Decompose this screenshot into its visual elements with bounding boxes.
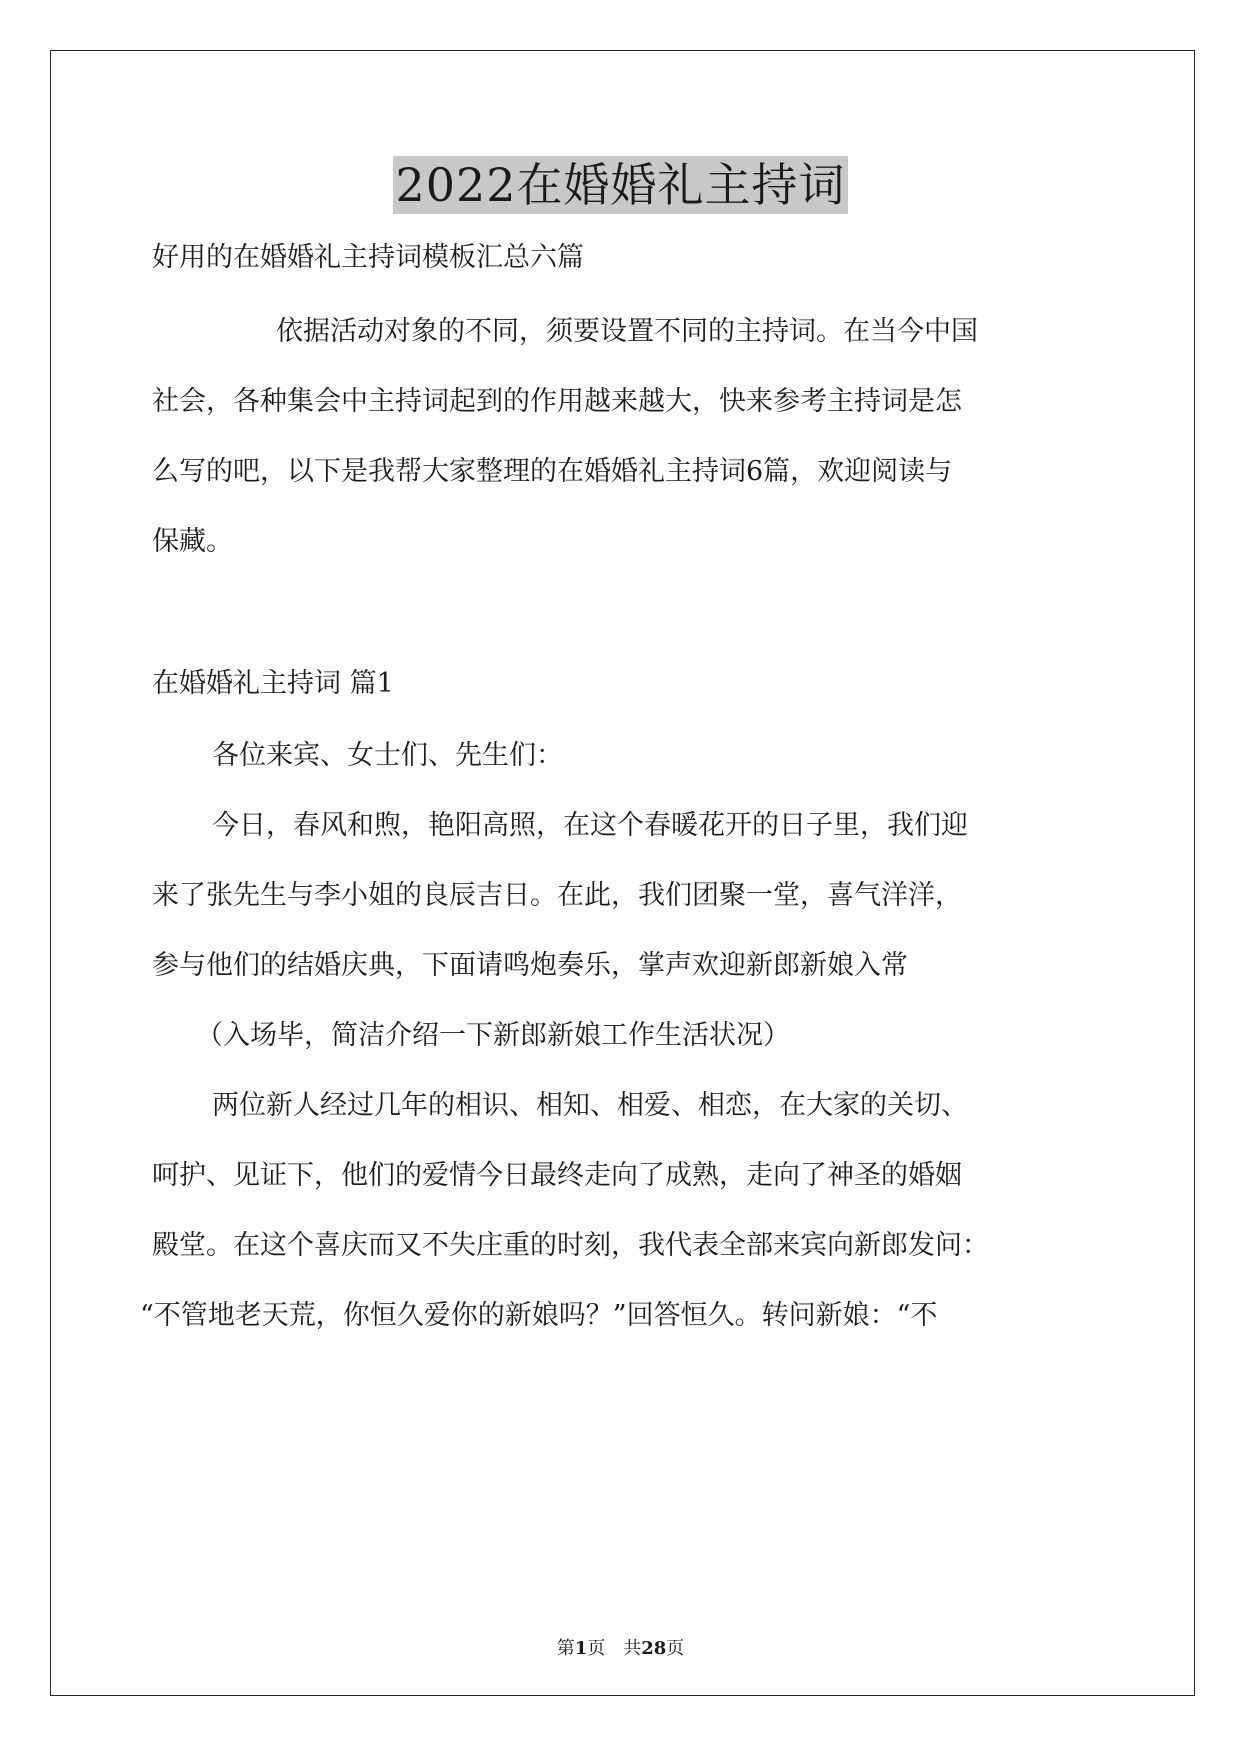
paragraph-line: 两位新人经过几年的相识、相知、相爱、相恋，在大家的关切、 xyxy=(212,1090,968,1121)
document-subtitle: 好用的在婚婚礼主持词模板汇总六篇 xyxy=(152,242,584,273)
paragraph-line: 今日，春风和煦，艳阳高照，在这个春暖花开的日子里，我们迎 xyxy=(212,810,968,841)
intro-line: 社会，各种集会中主持词起到的作用越来越大，快来参考主持词是怎 xyxy=(152,386,962,417)
section-heading: 在婚婚礼主持词 篇1 xyxy=(152,668,394,699)
paragraph-line: 各位来宾、女士们、先生们： xyxy=(212,740,563,771)
page-footer xyxy=(0,1637,1241,1661)
intro-line: 么写的吧，以下是我帮大家整理的在婚婚礼主持词6篇，欢迎阅读与 xyxy=(152,456,953,487)
page-border xyxy=(50,50,1195,1696)
footer-suffix: 页 xyxy=(666,1638,685,1659)
footer-mid: 页 共 xyxy=(587,1638,642,1659)
title-container xyxy=(0,156,1241,214)
paragraph-line: 殿堂。在这个喜庆而又不失庄重的时刻，我代表全部来宾向新郎发问： xyxy=(152,1230,989,1261)
paragraph-line: 呵护、见证下，他们的爱情今日最终走向了成熟，走向了神圣的婚姻 xyxy=(152,1160,962,1191)
document-title: 2022在婚婚礼主持词 xyxy=(395,158,846,212)
paragraph-line: “不管地老天荒，你恒久爱你的新娘吗？”回答恒久。转问新娘：“不 xyxy=(140,1300,938,1331)
footer-prefix: 第 xyxy=(556,1638,575,1659)
footer-page-number: 1 xyxy=(574,1638,588,1659)
paragraph-line: 来了张先生与李小姐的良辰吉日。在此，我们团聚一堂，喜气洋洋， xyxy=(152,880,962,911)
intro-line: 依据活动对象的不同，须要设置不同的主持词。在当今中国 xyxy=(276,316,978,347)
paragraph-line: 参与他们的结婚庆典，下面请鸣炮奏乐，掌声欢迎新郎新娘入常 xyxy=(152,950,908,981)
paragraph-line: （入场毕，简洁介绍一下新郎新娘工作生活状况） xyxy=(196,1020,790,1051)
intro-line: 保藏。 xyxy=(152,526,233,557)
footer-total-pages: 28 xyxy=(641,1638,667,1659)
